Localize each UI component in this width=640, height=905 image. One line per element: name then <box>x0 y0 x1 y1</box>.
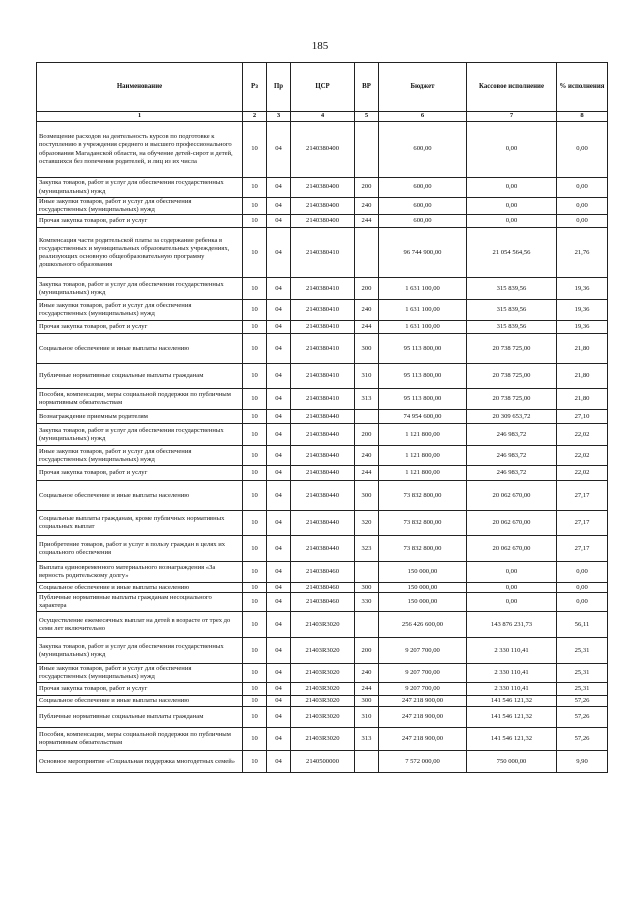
row-vr: 200 <box>355 424 379 446</box>
row-rz: 10 <box>243 562 267 583</box>
table-row <box>37 466 608 481</box>
table-row <box>37 334 608 364</box>
row-vr <box>355 410 379 424</box>
row-name: Выплата единовременного материального вознаграждения «За верность родительскому долгу» <box>37 562 243 583</box>
row-name: Основное мероприятие «Социальная поддержка многодетных семей» <box>37 751 243 773</box>
row-cash: 0,00 <box>467 562 557 583</box>
row-name: Закупка товаров, работ и услуг для обеспечения государственных (муниципальных) нужд <box>37 278 243 300</box>
table-row <box>37 696 608 707</box>
row-budget: 95 113 800,00 <box>379 389 467 410</box>
row-vr <box>355 751 379 773</box>
row-budget: 600,00 <box>379 122 467 178</box>
row-budget: 9 207 700,00 <box>379 683 467 696</box>
row-name: Социальное обеспечение и иные выплаты населению <box>37 583 243 593</box>
table-row <box>37 321 608 334</box>
row-pct: 22,02 <box>557 466 608 481</box>
column-number-row <box>37 112 608 122</box>
row-pr: 04 <box>267 178 291 198</box>
row-pct: 27,10 <box>557 410 608 424</box>
row-budget: 73 832 800,00 <box>379 481 467 511</box>
row-rz: 10 <box>243 593 267 612</box>
row-name: Закупка товаров, работ и услуг для обеспечения государственных (муниципальных) нужд <box>37 638 243 664</box>
table-row <box>37 278 608 300</box>
row-pct: 57,26 <box>557 707 608 728</box>
row-rz: 10 <box>243 583 267 593</box>
row-name: Приобретение товаров, работ и услуг в пользу граждан в целях их социального обеспечения <box>37 536 243 562</box>
row-vr: 320 <box>355 511 379 536</box>
row-csr: 2140380400 <box>291 215 355 228</box>
row-vr <box>355 122 379 178</box>
table-row <box>37 424 608 446</box>
row-budget: 150 000,00 <box>379 593 467 612</box>
table-row <box>37 198 608 215</box>
row-name: Компенсация части родительской платы за содержание ребенка в государственных и муниципальных образовательных учреждениях, реализующих основную общеобразовательную программу дошкольного образования <box>37 228 243 278</box>
table-row <box>37 751 608 773</box>
column-number: 2 <box>243 112 267 122</box>
row-pr: 04 <box>267 707 291 728</box>
row-cash: 2 330 110,41 <box>467 683 557 696</box>
row-pr: 04 <box>267 696 291 707</box>
row-csr: 2140380400 <box>291 178 355 198</box>
row-csr: 21403R3020 <box>291 696 355 707</box>
row-rz: 10 <box>243 198 267 215</box>
table-row <box>37 122 608 178</box>
row-csr: 21403R3020 <box>291 707 355 728</box>
row-rz: 10 <box>243 536 267 562</box>
row-pct: 0,00 <box>557 583 608 593</box>
row-pr: 04 <box>267 481 291 511</box>
row-vr: 244 <box>355 466 379 481</box>
row-vr: 244 <box>355 683 379 696</box>
row-pct: 25,31 <box>557 638 608 664</box>
row-cash: 20 738 725,00 <box>467 364 557 389</box>
row-name: Иные закупки товаров, работ и услуг для обеспечения государственных (муниципальных) нужд <box>37 664 243 683</box>
row-vr: 310 <box>355 364 379 389</box>
row-budget: 1 631 100,00 <box>379 278 467 300</box>
row-csr: 2140380410 <box>291 228 355 278</box>
row-vr: 313 <box>355 728 379 751</box>
row-rz: 10 <box>243 751 267 773</box>
column-number: 8 <box>557 112 608 122</box>
row-rz: 10 <box>243 612 267 638</box>
row-rz: 10 <box>243 364 267 389</box>
row-pct: 9,90 <box>557 751 608 773</box>
row-rz: 10 <box>243 215 267 228</box>
row-rz: 10 <box>243 707 267 728</box>
row-csr: 2140380440 <box>291 410 355 424</box>
row-pr: 04 <box>267 278 291 300</box>
table-row <box>37 612 608 638</box>
row-pr: 04 <box>267 424 291 446</box>
row-pct: 57,26 <box>557 728 608 751</box>
column-number: 1 <box>37 112 243 122</box>
row-pct: 21,80 <box>557 389 608 410</box>
row-cash: 20 738 725,00 <box>467 389 557 410</box>
row-csr: 21403R3020 <box>291 612 355 638</box>
row-vr <box>355 228 379 278</box>
table-row <box>37 562 608 583</box>
row-pr: 04 <box>267 334 291 364</box>
row-pr: 04 <box>267 215 291 228</box>
row-rz: 10 <box>243 178 267 198</box>
row-csr: 21403R3020 <box>291 728 355 751</box>
row-csr: 2140380410 <box>291 364 355 389</box>
row-pr: 04 <box>267 321 291 334</box>
row-csr: 2140500000 <box>291 751 355 773</box>
row-pct: 19,36 <box>557 278 608 300</box>
row-csr: 2140380440 <box>291 446 355 466</box>
row-csr: 21403R3020 <box>291 664 355 683</box>
row-csr: 2140380410 <box>291 321 355 334</box>
row-vr: 200 <box>355 278 379 300</box>
row-budget: 247 218 900,00 <box>379 728 467 751</box>
row-rz: 10 <box>243 511 267 536</box>
row-rz: 10 <box>243 446 267 466</box>
row-pr: 04 <box>267 122 291 178</box>
table-row <box>37 446 608 466</box>
row-budget: 73 832 800,00 <box>379 511 467 536</box>
row-csr: 2140380400 <box>291 122 355 178</box>
row-csr: 2140380440 <box>291 481 355 511</box>
table-row <box>37 178 608 198</box>
table-row <box>37 536 608 562</box>
row-cash: 246 983,72 <box>467 466 557 481</box>
row-name: Иные закупки товаров, работ и услуг для обеспечения государственных (муниципальных) нужд <box>37 198 243 215</box>
row-csr: 2140380460 <box>291 593 355 612</box>
row-csr: 21403R3020 <box>291 638 355 664</box>
row-vr: 244 <box>355 215 379 228</box>
row-rz: 10 <box>243 300 267 321</box>
row-pct: 0,00 <box>557 593 608 612</box>
row-vr: 240 <box>355 664 379 683</box>
row-budget: 256 426 600,00 <box>379 612 467 638</box>
row-csr: 2140380440 <box>291 511 355 536</box>
row-rz: 10 <box>243 228 267 278</box>
row-pr: 04 <box>267 664 291 683</box>
row-rz: 10 <box>243 638 267 664</box>
table-row <box>37 683 608 696</box>
row-pr: 04 <box>267 228 291 278</box>
row-pr: 04 <box>267 536 291 562</box>
page-number: 185 <box>311 40 329 52</box>
row-cash: 141 546 121,32 <box>467 696 557 707</box>
row-budget: 600,00 <box>379 178 467 198</box>
row-name: Иные закупки товаров, работ и услуг для обеспечения государственных (муниципальных) нужд <box>37 446 243 466</box>
row-vr: 200 <box>355 178 379 198</box>
row-cash: 246 983,72 <box>467 446 557 466</box>
row-vr: 240 <box>355 300 379 321</box>
column-number: 7 <box>467 112 557 122</box>
row-vr: 300 <box>355 696 379 707</box>
header-rz: Рз <box>243 63 267 112</box>
table-row <box>37 389 608 410</box>
header-pct: % исполнения <box>557 63 608 112</box>
row-cash: 315 839,56 <box>467 278 557 300</box>
row-rz: 10 <box>243 278 267 300</box>
row-cash: 0,00 <box>467 122 557 178</box>
row-name: Публичные нормативные выплаты гражданам несоциального характера <box>37 593 243 612</box>
row-pct: 27,17 <box>557 481 608 511</box>
row-name: Закупка товаров, работ и услуг для обеспечения государственных (муниципальных) нужд <box>37 178 243 198</box>
row-pct: 0,00 <box>557 215 608 228</box>
row-cash: 315 839,56 <box>467 300 557 321</box>
row-vr: 200 <box>355 638 379 664</box>
row-budget: 95 113 800,00 <box>379 364 467 389</box>
row-cash: 20 738 725,00 <box>467 334 557 364</box>
row-name: Социальное обеспечение и иные выплаты населению <box>37 696 243 707</box>
budget-table <box>36 62 608 773</box>
row-name: Публичные нормативные социальные выплаты гражданам <box>37 707 243 728</box>
row-budget: 95 113 800,00 <box>379 334 467 364</box>
row-pr: 04 <box>267 638 291 664</box>
row-pct: 57,26 <box>557 696 608 707</box>
table-row <box>37 228 608 278</box>
row-pr: 04 <box>267 410 291 424</box>
table-row <box>37 664 608 683</box>
row-name: Иные закупки товаров, работ и услуг для обеспечения государственных (муниципальных) нужд <box>37 300 243 321</box>
row-name: Прочая закупка товаров, работ и услуг <box>37 215 243 228</box>
table-row <box>37 410 608 424</box>
row-vr <box>355 562 379 583</box>
row-cash: 0,00 <box>467 178 557 198</box>
header-csr: ЦСР <box>291 63 355 112</box>
row-pct: 0,00 <box>557 178 608 198</box>
table-row <box>37 593 608 612</box>
row-rz: 10 <box>243 466 267 481</box>
row-pr: 04 <box>267 583 291 593</box>
row-budget: 9 207 700,00 <box>379 638 467 664</box>
row-name: Социальное обеспечение и иные выплаты населению <box>37 334 243 364</box>
row-pr: 04 <box>267 466 291 481</box>
row-budget: 247 218 900,00 <box>379 707 467 728</box>
row-cash: 0,00 <box>467 215 557 228</box>
column-number: 4 <box>291 112 355 122</box>
row-budget: 1 121 800,00 <box>379 446 467 466</box>
row-csr: 2140380410 <box>291 389 355 410</box>
row-cash: 246 983,72 <box>467 424 557 446</box>
table-row <box>37 728 608 751</box>
row-vr: 244 <box>355 321 379 334</box>
column-number: 3 <box>267 112 291 122</box>
row-rz: 10 <box>243 321 267 334</box>
row-budget: 1 631 100,00 <box>379 321 467 334</box>
row-budget: 150 000,00 <box>379 562 467 583</box>
row-vr: 240 <box>355 446 379 466</box>
row-vr: 313 <box>355 389 379 410</box>
row-cash: 143 876 231,73 <box>467 612 557 638</box>
row-pct: 22,02 <box>557 446 608 466</box>
header-pr: Пр <box>267 63 291 112</box>
row-cash: 2 330 110,41 <box>467 664 557 683</box>
row-pct: 0,00 <box>557 562 608 583</box>
row-csr: 2140380400 <box>291 198 355 215</box>
row-name: Пособия, компенсации, меры социальной поддержки по публичным нормативным обязательствам <box>37 389 243 410</box>
row-pct: 27,17 <box>557 536 608 562</box>
row-budget: 150 000,00 <box>379 583 467 593</box>
table-row <box>37 707 608 728</box>
row-pr: 04 <box>267 511 291 536</box>
row-pr: 04 <box>267 683 291 696</box>
row-pct: 19,36 <box>557 300 608 321</box>
header-name: Наименование <box>37 63 243 112</box>
row-name: Вознаграждение приемным родителям <box>37 410 243 424</box>
row-cash: 2 330 110,41 <box>467 638 557 664</box>
row-cash: 0,00 <box>467 593 557 612</box>
row-cash: 315 839,56 <box>467 321 557 334</box>
row-cash: 141 546 121,32 <box>467 707 557 728</box>
row-budget: 7 572 000,00 <box>379 751 467 773</box>
row-csr: 2140380460 <box>291 562 355 583</box>
row-vr: 310 <box>355 707 379 728</box>
row-rz: 10 <box>243 696 267 707</box>
row-budget: 1 631 100,00 <box>379 300 467 321</box>
row-pct: 25,31 <box>557 683 608 696</box>
row-pr: 04 <box>267 751 291 773</box>
table-row <box>37 583 608 593</box>
row-name: Прочая закупка товаров, работ и услуг <box>37 683 243 696</box>
header-row <box>37 63 608 112</box>
row-pct: 21,76 <box>557 228 608 278</box>
row-csr: 2140380410 <box>291 334 355 364</box>
row-pr: 04 <box>267 446 291 466</box>
row-pct: 25,31 <box>557 664 608 683</box>
row-cash: 20 062 670,00 <box>467 511 557 536</box>
row-rz: 10 <box>243 664 267 683</box>
row-budget: 73 832 800,00 <box>379 536 467 562</box>
row-pr: 04 <box>267 612 291 638</box>
row-cash: 0,00 <box>467 198 557 215</box>
row-pr: 04 <box>267 389 291 410</box>
row-budget: 1 121 800,00 <box>379 466 467 481</box>
row-vr: 300 <box>355 583 379 593</box>
row-name: Социальное обеспечение и иные выплаты населению <box>37 481 243 511</box>
row-csr: 2140380410 <box>291 278 355 300</box>
row-name: Закупка товаров, работ и услуг для обеспечения государственных (муниципальных) нужд <box>37 424 243 446</box>
row-rz: 10 <box>243 389 267 410</box>
row-budget: 9 207 700,00 <box>379 664 467 683</box>
row-csr: 2140380410 <box>291 300 355 321</box>
row-name: Возмещение расходов на деятельность курсов по подготовке к поступлению в учреждения среднего и высшего профессионального образования Магаданской области, на обучение детей-сирот и детей, оставшихся без попечения родителей, и лиц из их числа <box>37 122 243 178</box>
row-csr: 2140380440 <box>291 424 355 446</box>
row-vr: 240 <box>355 198 379 215</box>
table-row <box>37 481 608 511</box>
row-rz: 10 <box>243 728 267 751</box>
row-vr: 330 <box>355 593 379 612</box>
row-budget: 1 121 800,00 <box>379 424 467 446</box>
row-rz: 10 <box>243 122 267 178</box>
row-pr: 04 <box>267 364 291 389</box>
row-vr <box>355 612 379 638</box>
row-pct: 21,80 <box>557 334 608 364</box>
row-pct: 22,02 <box>557 424 608 446</box>
header-budget: Бюджет <box>379 63 467 112</box>
header-cash: Кассовое исполнение <box>467 63 557 112</box>
row-rz: 10 <box>243 481 267 511</box>
column-number: 6 <box>379 112 467 122</box>
row-vr: 300 <box>355 334 379 364</box>
row-pct: 21,80 <box>557 364 608 389</box>
row-name: Публичные нормативные социальные выплаты гражданам <box>37 364 243 389</box>
row-budget: 600,00 <box>379 215 467 228</box>
header-vr: ВР <box>355 63 379 112</box>
row-budget: 96 744 900,00 <box>379 228 467 278</box>
table-row <box>37 364 608 389</box>
row-pr: 04 <box>267 300 291 321</box>
row-pct: 0,00 <box>557 198 608 215</box>
table-row <box>37 300 608 321</box>
row-pr: 04 <box>267 198 291 215</box>
row-csr: 21403R3020 <box>291 683 355 696</box>
row-budget: 600,00 <box>379 198 467 215</box>
row-budget: 74 954 600,00 <box>379 410 467 424</box>
row-pct: 0,00 <box>557 122 608 178</box>
row-pr: 04 <box>267 562 291 583</box>
table-row <box>37 511 608 536</box>
row-cash: 141 546 121,32 <box>467 728 557 751</box>
row-cash: 20 309 653,72 <box>467 410 557 424</box>
row-cash: 750 000,00 <box>467 751 557 773</box>
row-cash: 0,00 <box>467 583 557 593</box>
row-rz: 10 <box>243 424 267 446</box>
table-body <box>37 122 608 773</box>
row-cash: 20 062 670,00 <box>467 536 557 562</box>
column-number: 5 <box>355 112 379 122</box>
table-row <box>37 215 608 228</box>
table-row <box>37 638 608 664</box>
row-csr: 2140380440 <box>291 536 355 562</box>
row-vr: 300 <box>355 481 379 511</box>
row-vr: 323 <box>355 536 379 562</box>
row-csr: 2140380440 <box>291 466 355 481</box>
row-name: Прочая закупка товаров, работ и услуг <box>37 466 243 481</box>
row-name: Осуществление ежемесячных выплат на детей в возрасте от трех до семи лет включительно <box>37 612 243 638</box>
row-pct: 27,17 <box>557 511 608 536</box>
row-name: Пособия, компенсации, меры социальной поддержки по публичным нормативным обязательствам <box>37 728 243 751</box>
row-name: Социальные выплаты гражданам, кроме публичных нормативных социальных выплат <box>37 511 243 536</box>
row-rz: 10 <box>243 410 267 424</box>
row-pr: 04 <box>267 593 291 612</box>
row-pct: 19,36 <box>557 321 608 334</box>
row-cash: 20 062 670,00 <box>467 481 557 511</box>
row-cash: 21 054 564,56 <box>467 228 557 278</box>
row-rz: 10 <box>243 334 267 364</box>
row-budget: 247 218 900,00 <box>379 696 467 707</box>
row-csr: 2140380460 <box>291 583 355 593</box>
row-name: Прочая закупка товаров, работ и услуг <box>37 321 243 334</box>
row-pct: 56,11 <box>557 612 608 638</box>
row-rz: 10 <box>243 683 267 696</box>
row-pr: 04 <box>267 728 291 751</box>
